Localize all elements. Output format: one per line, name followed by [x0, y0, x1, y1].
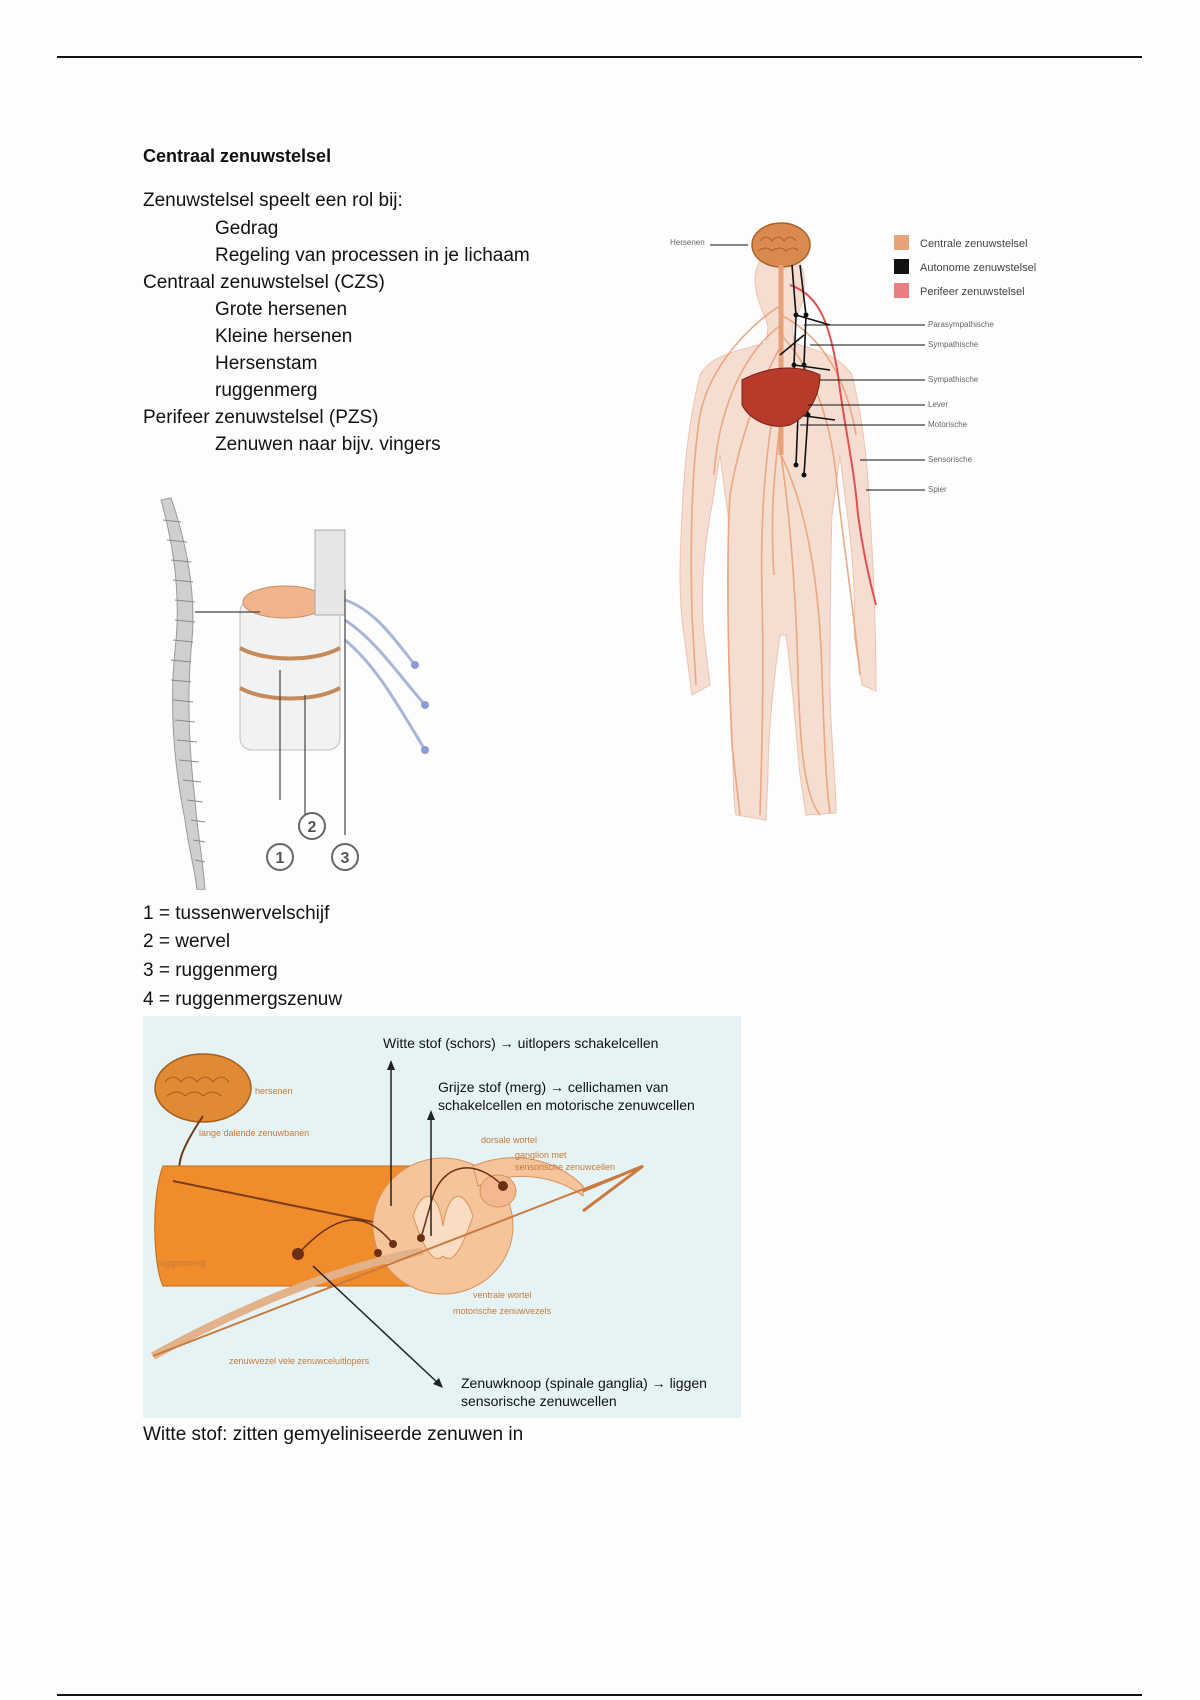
numbered-item: 2 = wervel: [143, 931, 231, 952]
numbered-item: 4 = ruggenmergszenuw: [143, 989, 343, 1010]
spinal-cord-cross-section-figure: [143, 1016, 741, 1418]
legend-swatch-central: [894, 235, 909, 250]
spine-figure: [145, 490, 465, 890]
list-item: Regeling van processen in je lichaam: [215, 245, 530, 266]
label-white-matter: Witte stof (schors) → uitlopers schakelcellen: [383, 1035, 659, 1051]
numbered-item: 3 = ruggenmerg: [143, 960, 278, 981]
text-line: Centraal zenuwstelsel (CZS): [143, 272, 385, 293]
svg-text:Sympathische: Sympathische: [928, 340, 979, 349]
label-grey-matter-1: Grijze stof (merg) → cellichamen van: [438, 1079, 669, 1095]
legend-label-peripheral: Perifeer zenuwstelsel: [920, 286, 1025, 298]
svg-text:Parasympathische: Parasympathische: [928, 320, 994, 329]
text-line: Zenuwstelsel speelt een rol bij:: [143, 190, 403, 211]
brain-shape: [155, 1054, 251, 1122]
svg-text:zenuwvezel vele zenuwceluitlop: zenuwvezel vele zenuwceluitlopers: [229, 1356, 370, 1366]
svg-text:ruggenmerg: ruggenmerg: [157, 1258, 206, 1268]
legend-swatch-autonomic: [894, 259, 909, 274]
svg-text:ventrale wortel: ventrale wortel: [473, 1290, 532, 1300]
svg-text:lange dalende zenuwbanen: lange dalende zenuwbanen: [199, 1128, 310, 1138]
svg-text:dorsale wortel: dorsale wortel: [481, 1135, 538, 1145]
svg-text:motorische zenuwvezels: motorische zenuwvezels: [453, 1306, 552, 1316]
spinal-column: [161, 498, 205, 890]
label-grey-matter-2: schakelcellen en motorische zenuwcellen: [438, 1097, 695, 1113]
marker-1: 1: [275, 850, 285, 867]
list-item: Gedrag: [215, 218, 279, 239]
list-item: Grote hersenen: [215, 299, 348, 320]
legend-label-central: Centrale zenuwstelsel: [920, 238, 1028, 250]
numbered-item: 1 = tussenwervelschijf: [143, 903, 330, 924]
svg-text:Sensorische: Sensorische: [928, 455, 973, 464]
brain-shape: [752, 223, 810, 267]
svg-text:sensorische zenuwcellen: sensorische zenuwcellen: [515, 1162, 616, 1172]
list-item: Kleine hersenen: [215, 326, 353, 347]
svg-text:Motorische: Motorische: [928, 420, 968, 429]
marker-2: 2: [307, 819, 317, 836]
svg-text:Sympathische: Sympathische: [928, 375, 979, 384]
top-rule: [57, 56, 1142, 58]
list-item: ruggenmerg: [215, 380, 318, 401]
list-item: Zenuwen naar bijv. vingers: [215, 434, 441, 455]
list-item: Hersenstam: [215, 353, 318, 374]
label-ganglion-2: sensorische zenuwcellen: [461, 1393, 617, 1409]
body-nervous-system-figure: [670, 215, 1070, 845]
disc-shape: [243, 586, 327, 618]
page-title: Centraal zenuwstelsel: [143, 146, 332, 166]
text-line: Perifeer zenuwstelsel (PZS): [143, 407, 379, 428]
svg-text:Lever: Lever: [928, 400, 949, 409]
svg-text:hersenen: hersenen: [255, 1086, 293, 1096]
marker-3: 3: [340, 850, 350, 867]
footer-text-line: Witte stof: zitten gemyeliniseerde zenuwen in: [143, 1424, 524, 1445]
legend-label-autonomic: Autonome zenuwstelsel: [920, 262, 1037, 274]
svg-text:Spier: Spier: [928, 485, 947, 494]
legend-swatch-peripheral: [894, 283, 909, 298]
bottom-rule: [57, 1694, 1142, 1696]
svg-text:ganglion met: ganglion met: [515, 1150, 567, 1160]
label-ganglion-1: Zenuwknoop (spinale ganglia) → liggen: [461, 1375, 707, 1391]
svg-text:Hersenen: Hersenen: [670, 238, 705, 247]
